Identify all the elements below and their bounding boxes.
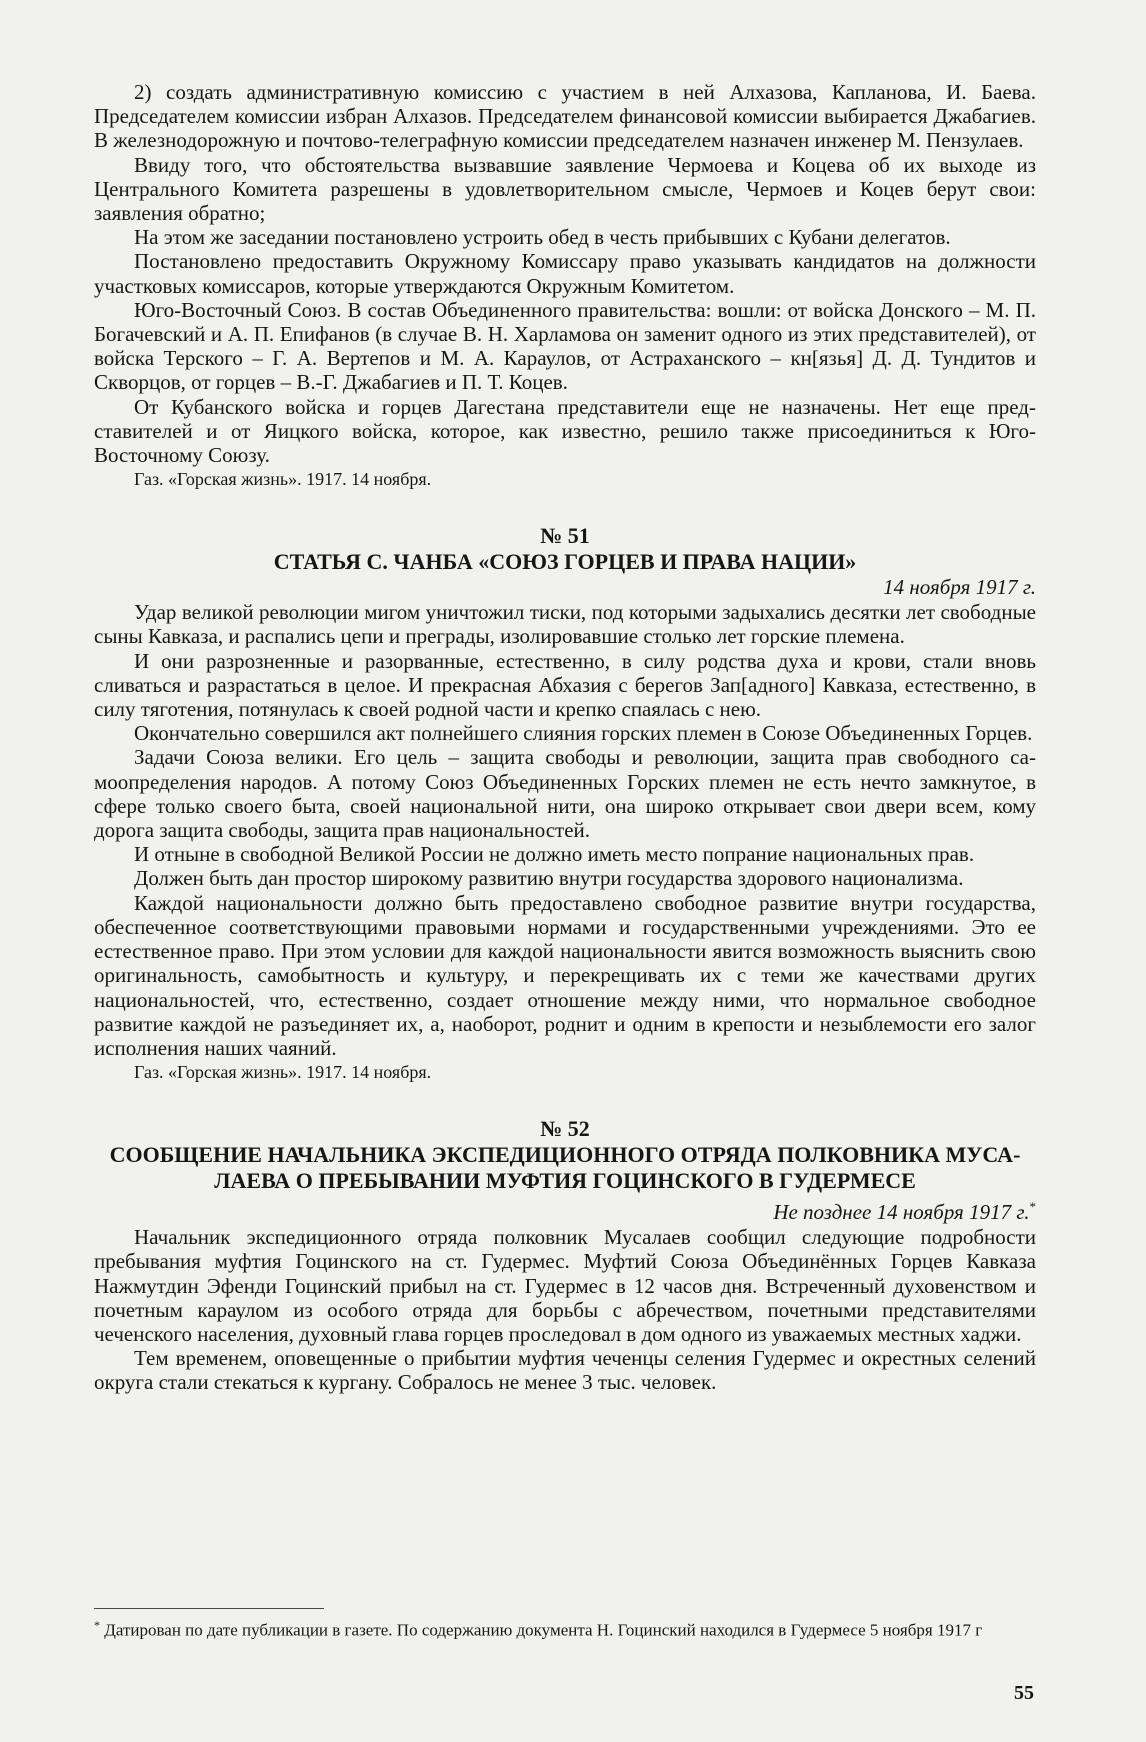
- paragraph: На этом же заседании постановлено устроить обед в честь прибывших с Кубани делегатов.: [134, 225, 951, 250]
- footnote-text: Датирован по дате публикации в газете. По содержанию документа Н. Гоцинский находился в Гудермесе 5 ноября 1917 г: [104, 1620, 983, 1640]
- footnote-divider: [94, 1608, 324, 1609]
- paragraph: Удар великой революции мигом уничтожил тиски, под которыми задыхались десятки лет свободные сыны Кавказа, и распались цепи и преграды, изолировавшие столько лет горские племена.: [94, 600, 1036, 649]
- footnote: [94, 1614, 999, 1642]
- document-number: № 51: [540, 523, 590, 549]
- document-number: № 52: [540, 1116, 590, 1142]
- page-number: 55: [1014, 1682, 1034, 1704]
- document-date: [94, 1194, 1036, 1225]
- source-citation: Газ. «Горская жизнь». 1917. 14 ноября.: [134, 1062, 432, 1083]
- paragraph: И они разрозненные и разорванные, естественно, в силу родства духа и крови, стали вновь сливаться и разрастаться в целое. И прекрасная Абхазия с берегов Зап[адного] Кавказа, естественно, в силу тяготения, потянулась к своей родной части и крепко спаялась с нею.: [94, 648, 1036, 722]
- paragraph: Каждой национальности должно быть предоставлено свободное развитие внутри государства, обеспеченное соответствующими правовыми нормами и государственными учреждениями. Это ее естественное право. При этом условии для каждой национальности явится возможность выяснить свою оригинальность, самобытность и культуру, и перекрещивать их с теми же качествами других национальностей, что, естественно, создает отношение между ними, что нормальное свободное развитие каждой не разъединяет их, а, наоборот, роднит и одним в крепости и незыблемости его залог исполнения наших чаяний.: [94, 890, 1036, 1060]
- document-title: СТАТЬЯ С. ЧАНБА «СОЮЗ ГОРЦЕВ И ПРАВА НАЦИИ»: [273, 549, 857, 575]
- document-date: 14 ноября 1917 г.: [883, 575, 1036, 600]
- document-date-text: Не позднее 14 ноября 1917 г.: [773, 1200, 1030, 1225]
- paragraph: Начальник экспедиционного отряда полковник Мусалаев сообщил следующие подробности пребывания муфтия Гоцинского на ст. Гудермес. Муфтий Союза Объединённых Горцев Кавказа Нажмутдин Эфенди Гоцинский прибыл на ст. Гудермес в 12 часов дня. Встреченный духовенством и почетным караулом из особого отряда для борьбы с абречеством, почетными представителями чеченского населения, духовный глава горцев проследовал в дом одного из уважаемых местных хаджи.: [94, 1225, 1036, 1346]
- paragraph: От Кубанского войска и горцев Дагестана представители еще не назначены. Нет еще представителей и от Яицкого войска, которое, как известно, решило также присоединиться к Юго-Восточному Союзу.: [94, 394, 1036, 468]
- paragraph: Ввиду того, что обстоятельства вызвавшие заявление Чермоева и Коцева об их выходе из Центрального Комитета разрешены в удовлетворительном смысле, Чермоев и Коцев берут свои: заявления обратно;: [94, 152, 1036, 226]
- paragraph: Постановлено предоставить Окружному Комиссару право указывать кандидатов на должности участковых комиссаров, которые утверждаются Окружным Комитетом.: [94, 249, 1036, 298]
- paragraph: И отныне в свободной Великой России не должно иметь место попрание национальных прав.: [134, 842, 975, 867]
- paragraph: Должен быть дан простор широкому развитию внутри государства здорового национализма.: [134, 866, 964, 891]
- paragraph: Тем временем, оповещенные о прибытии муфтия чеченцы селения Гудермес и окрестных селений округа стали стекаться к кургану. Собралось не менее 3 тыс. человек.: [94, 1346, 1036, 1395]
- footnote-marker: *: [1029, 1199, 1036, 1215]
- paragraph: Юго-Восточный Союз. В состав Объединенного правительства: вошли: от войска Донского – М. П. Богачевский и А. П. Епифанов (в случае В. Н. Харламова он заменит одного из этих представителей), от войска Терского – Г. А. Вертепов и М. А. Караулов, от Астраханского – кн[язья] Д. Д. Тундитов и Скворцов, от горцев – В.-Г. Джабагиев и П. Т. Коцев.: [94, 297, 1036, 395]
- paragraph: 2) создать административную комиссию с участием в ней Алхазова, Капланова, И. Баева. Председателем комиссии избран Алхазов. Председателем финансовой комиссии выбирается Джабагиев. В железнодорожную и почтово-телеграфную комиссии председателем назначен инженер М. Пензулаев.: [94, 80, 1036, 153]
- page-body: [94, 80, 1036, 1395]
- footnote-mark: *: [94, 1618, 100, 1632]
- paragraph: Задачи Союза велики. Его цель – защита свободы и революции, защита прав свободного самоопределения народов. А потому Союз Объединенных Горских племен не есть нечто замкнутое, в сфере только своего быта, своей национальной нити, она широко открывает свои двери всем, кому дорога защита свободы, защита прав национальностей.: [94, 745, 1036, 843]
- paragraph: Окончательно совершился акт полнейшего слияния горских племен в Союзе Объединенных Горцев.: [134, 721, 1033, 746]
- document-title: СООБЩЕНИЕ НАЧАЛЬНИКА ЭКСПЕДИЦИОННОГО ОТРЯДА ПОЛКОВНИКА МУСАЛАЕВА О ПРЕБЫВАНИИ МУФТИЯ ГОЦИНСКОГО В ГУДЕРМЕСЕ: [109, 1142, 1021, 1194]
- source-citation: Газ. «Горская жизнь». 1917. 14 ноября.: [134, 469, 432, 490]
